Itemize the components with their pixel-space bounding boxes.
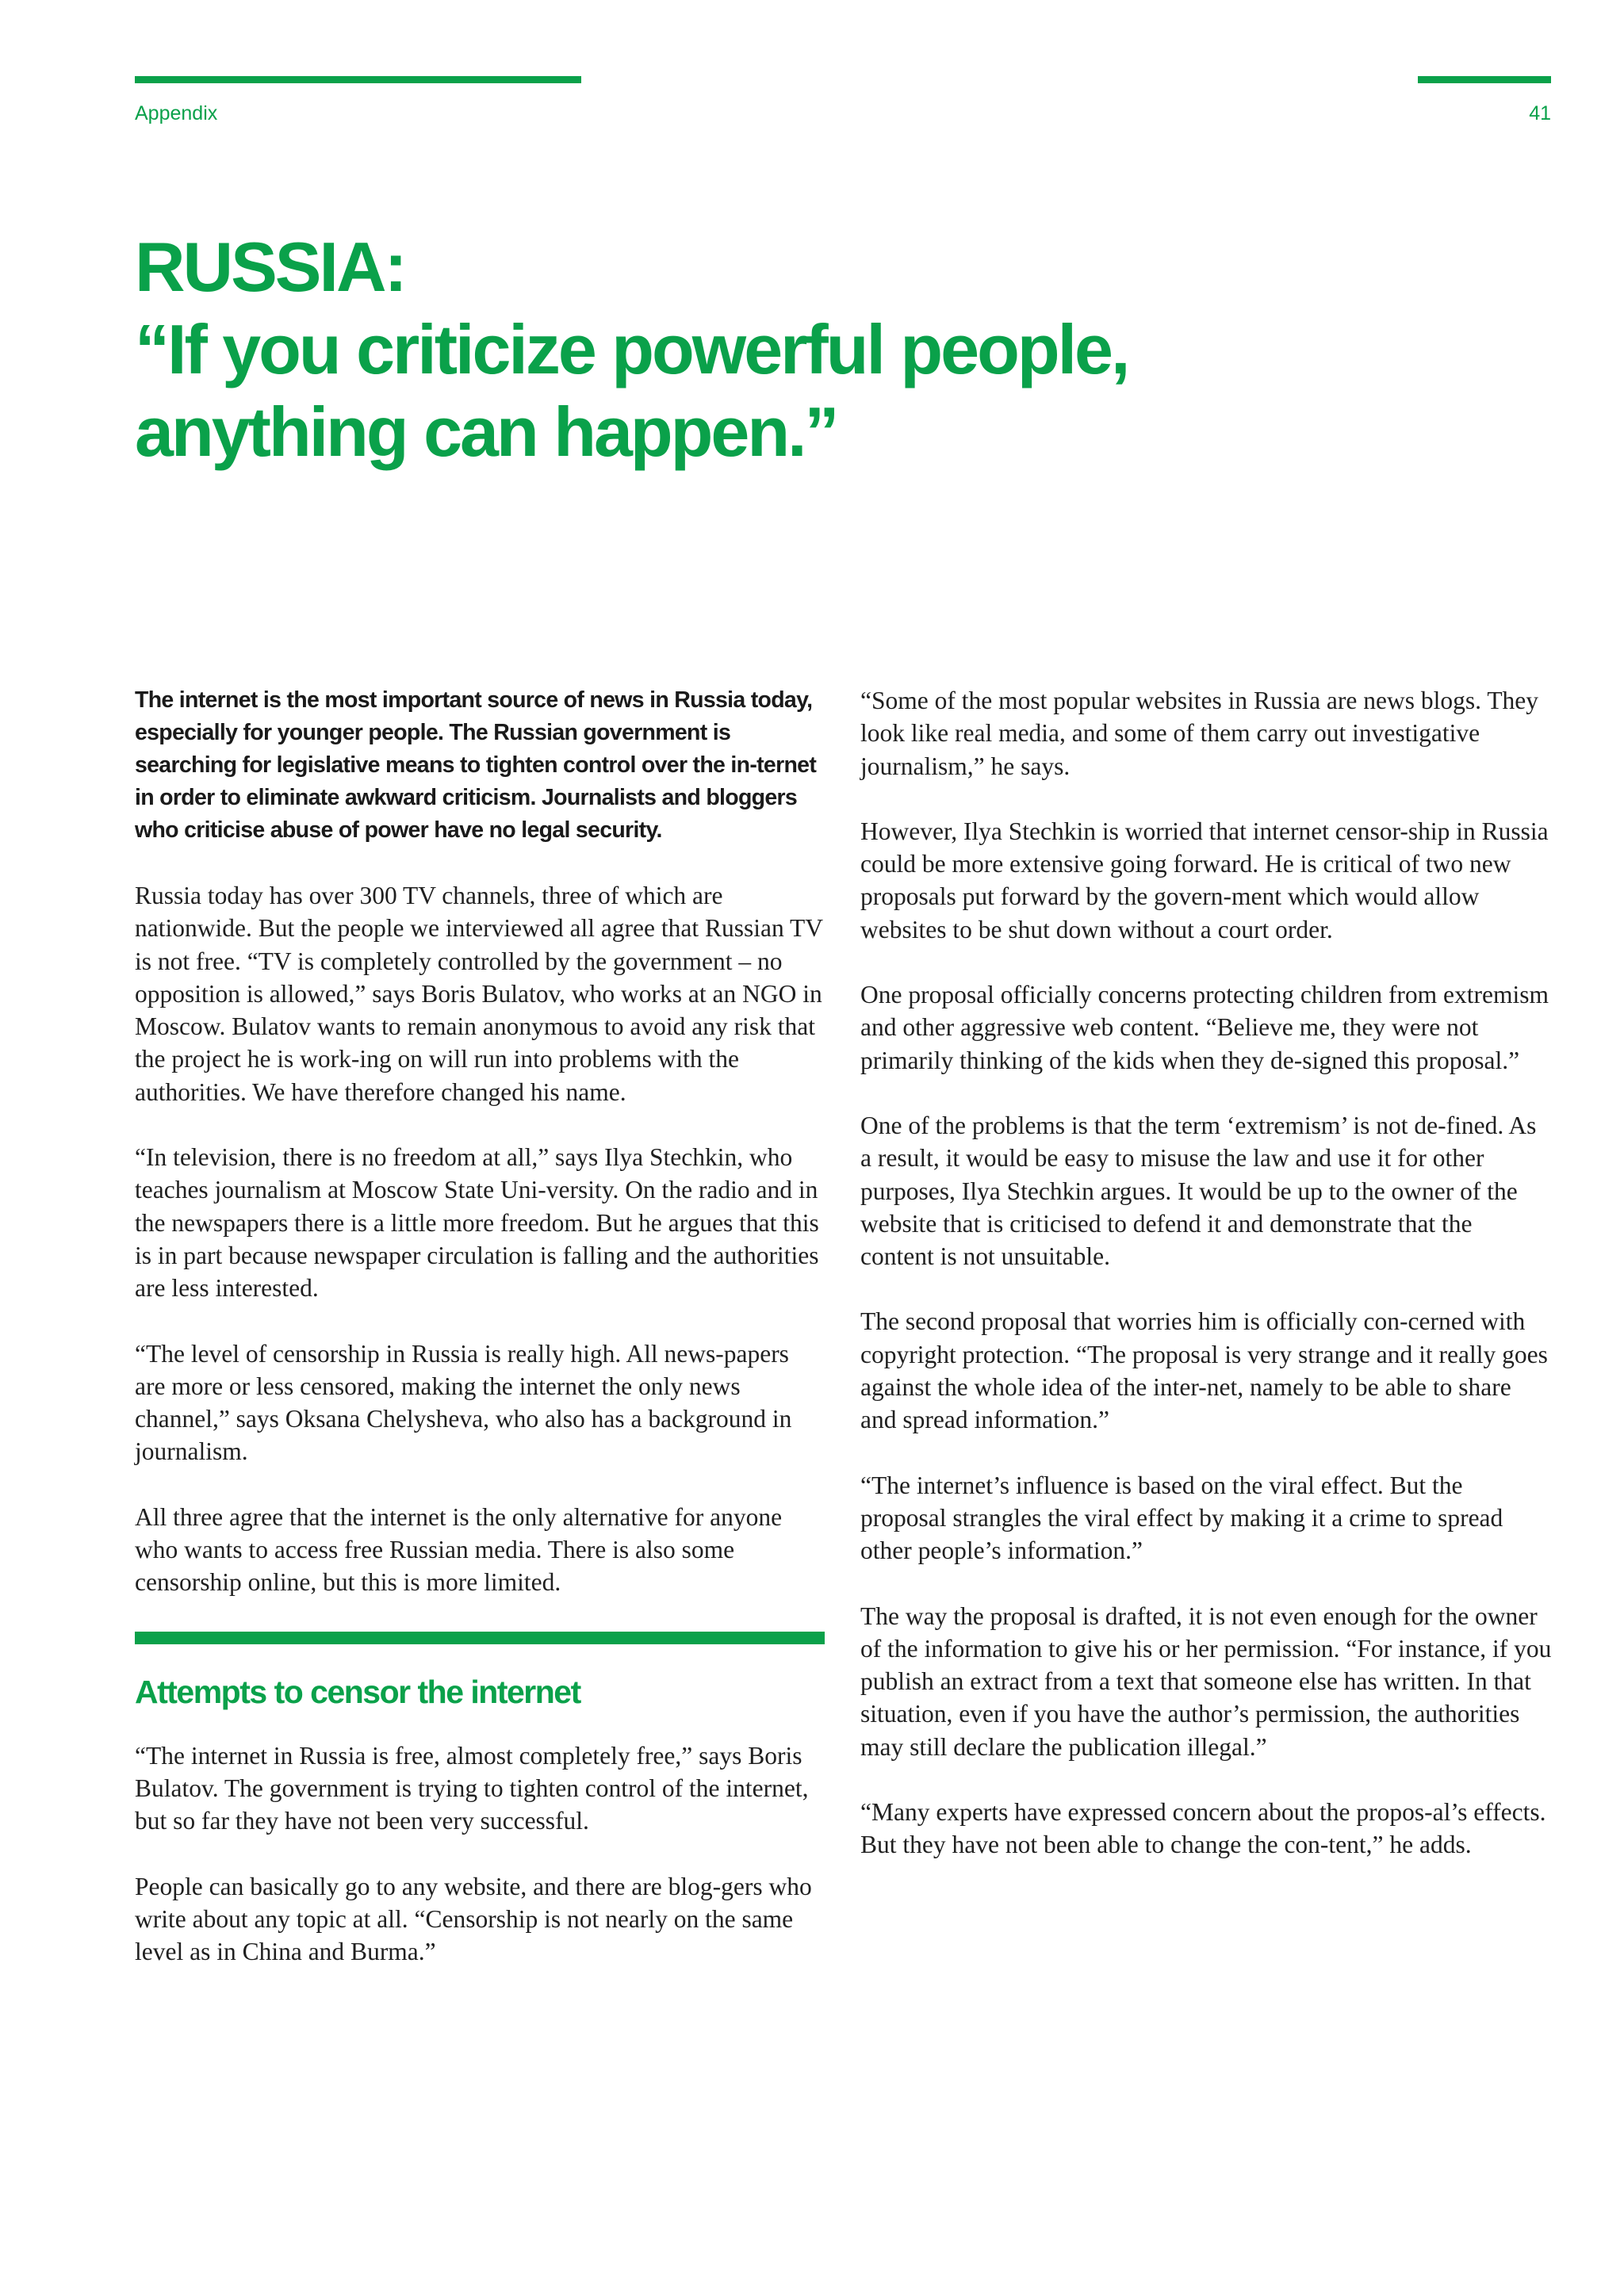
page-number: 41: [1529, 102, 1551, 124]
title-line-2: “If you criticize powerful people,: [135, 310, 1128, 388]
body-paragraph: One of the problems is that the term ‘extremism’ is not de-fined. As a result, it would be easy to misuse the law and use it for other purposes, Ilya Stechkin argues. It would be up to the owner of the website that is criticised to defend it and demonstrate that the content is not unsuitable.: [860, 1111, 1537, 1271]
body-paragraph: “The level of censorship in Russia is really high. All news-papers are more or less censored, making the internet the only news channel,” says Oksana Chelysheva, who also has a background in journalism.: [135, 1339, 792, 1466]
body-paragraph: The way the proposal is drafted, it is not even enough for the owner of the information to give his or her permission. “For instance, if you publish an extract from a text that someone else has written. In that situation, even if you have the author’s permission, the authorities may still declare the publication illegal.”: [860, 1601, 1552, 1761]
section-heading: Attempts to censor the internet: [135, 1673, 580, 1710]
title-line-3: anything can happen.”: [135, 392, 837, 471]
body-paragraph: “The internet in Russia is free, almost completely free,” says Boris Bulatov. The government is trying to tighten control of the internet, but so far they have not been very successful.: [135, 1741, 809, 1835]
header-rule-left: [135, 76, 581, 83]
body-paragraph: “Some of the most popular websites in Russia are news blogs. They look like real media, and some of them carry out investigative journalism,” he says.: [860, 687, 1539, 780]
running-head-section: Appendix: [135, 102, 218, 124]
body-paragraph: “Many experts have expressed concern about the propos-al’s effects. But they have not been able to change the con-tent,” he adds.: [860, 1798, 1546, 1859]
lead-paragraph: The internet is the most important source of news in Russia today, especially for younger people. The Russian government is searching for legislative means to tighten control over the in-ternet in order to eliminate awkward criticism. Journalists and bloggers who criticise abuse of power have no legal security.: [135, 687, 817, 843]
body-paragraph: The second proposal that worries him is officially con-cerned with copyright protection. “The proposal is very strange and it really goes against the whole idea of the inter-net, namely to be able to share and spread information.”: [860, 1307, 1548, 1434]
body-paragraph: Russia today has over 300 TV channels, three of which are nationwide. But the people we interviewed all agree that Russian TV is not free. “TV is completely controlled by the government – no opposition is allowed,” says Boris Bulatov, who works at an NGO in Moscow. Bulatov wants to remain anonymous to avoid any risk that the project he is work-ing on will run into problems with the authorities. We have therefore changed his name.: [135, 882, 823, 1106]
section-divider: [135, 1632, 825, 1644]
page-title: [135, 226, 1483, 473]
body-paragraph: “The internet’s influence is based on the viral effect. But the proposal strangles the viral effect by making it a crime to spread other people’s information.”: [860, 1471, 1503, 1565]
left-column: [135, 684, 825, 2000]
body-paragraph: All three agree that the internet is the only alternative for anyone who wants to access free Russian media. There is also some censorship online, but this is more limited.: [135, 1502, 783, 1597]
body-paragraph: People can basically go to any website, and there are blog-gers who write about any topic at all. “Censorship is not nearly on the same level as in China and Burma.”: [135, 1872, 812, 1966]
body-paragraph: One proposal officially concerns protecting children from extremism and other aggressive web content. “Believe me, they were not primarily thinking of the kids when they de-signed this proposal.”: [860, 981, 1549, 1074]
body-paragraph: “In television, there is no freedom at all,” says Ilya Stechkin, who teaches journalism at Moscow State Uni-versity. On the radio and in the newspapers there is a little more freedom. But he argues that this is in part because newspaper circulation is falling and the authorities are less interested.: [135, 1143, 819, 1303]
header-rule-right: [1418, 76, 1551, 83]
right-column: [860, 684, 1552, 1894]
body-paragraph: However, Ilya Stechkin is worried that internet censor-ship in Russia could be more extensive going forward. He is critical of two new proposals put forward by the govern-ment which would allow websites to be shut down without a court order.: [860, 817, 1549, 943]
title-line-1: RUSSIA:: [135, 228, 405, 306]
